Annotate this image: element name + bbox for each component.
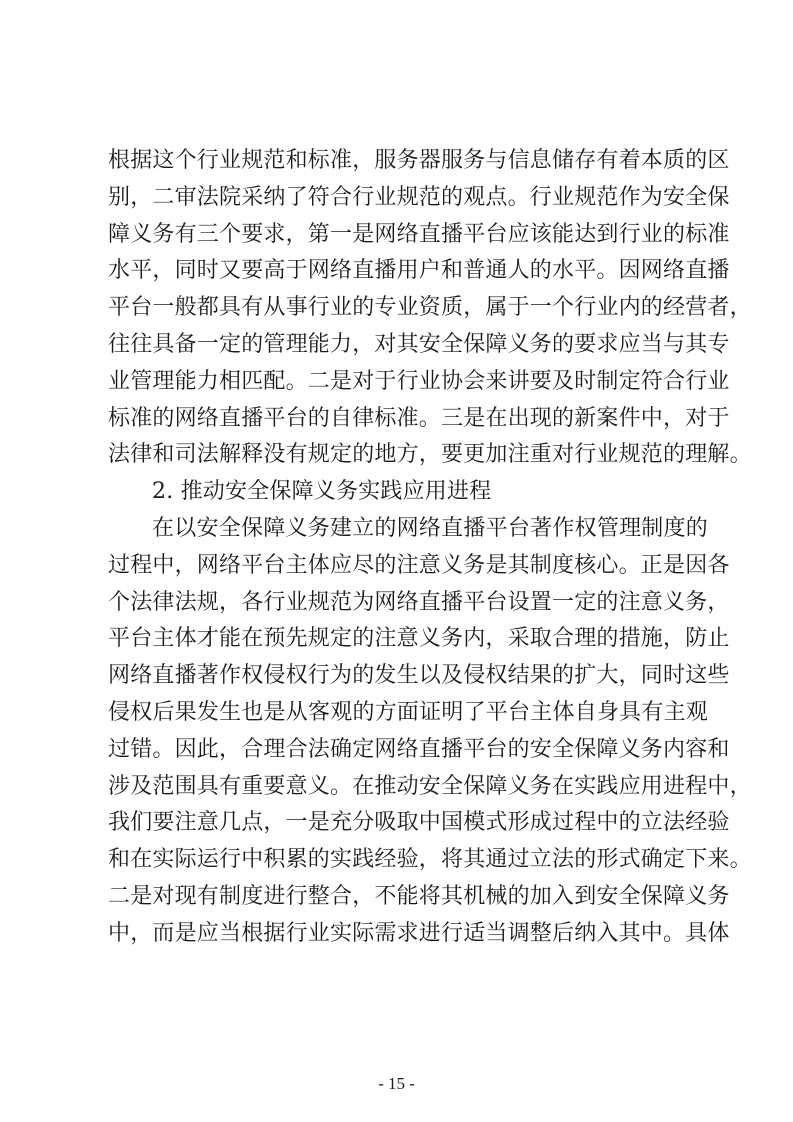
paragraph-line: 平台主体才能在预先规定的注意义务内，采取合理的措施，防止 xyxy=(108,626,730,652)
body-text xyxy=(108,143,752,953)
paragraph-line: 过错。因此，合理合法确定网络直播平台的安全保障义务内容和 xyxy=(108,736,730,762)
paragraph-line: 往往具备一定的管理能力，对其安全保障义务的要求应当与其专 xyxy=(108,331,730,357)
paragraph-line: 平台一般都具有从事行业的专业资质，属于一个行业内的经营者， xyxy=(108,295,752,321)
paragraph-1 xyxy=(108,143,752,474)
paragraph-line: 业管理能力相匹配。二是对于行业协会来讲要及时制定符合行业 xyxy=(108,368,730,394)
paragraph-line: 法律和司法解释没有规定的地方，要更加注重对行业规范的理解。 xyxy=(108,442,752,468)
paragraph-line: 过程中，网络平台主体应尽的注意义务是其制度核心。正是因各 xyxy=(108,552,730,578)
paragraph-line: 侵权后果发生也是从客观的方面证明了平台主体自身具有主观 xyxy=(108,699,708,725)
paragraph-line: 个法律法规，各行业规范为网络直播平台设置一定的注意义务， xyxy=(108,589,730,615)
paragraph-line: 二是对现有制度进行整合，不能将其机械的加入到安全保障义务 xyxy=(108,883,730,909)
paragraph-line: 标准的网络直播平台的自律标准。三是在出现的新案件中，对于 xyxy=(108,405,730,431)
paragraph-line: 障义务有三个要求，第一是网络直播平台应该能达到行业的标准 xyxy=(108,221,730,247)
paragraph-line: 水平，同时又要高于网络直播用户和普通人的水平。因网络直播 xyxy=(108,258,730,284)
paragraph-line: 涉及范围具有重要意义。在推动安全保障义务在实践应用进程中， xyxy=(108,773,752,799)
page-number: - 15 - xyxy=(378,1074,415,1093)
paragraph-line: 别，二审法院采纳了符合行业规范的观点。行业规范作为安全保 xyxy=(108,184,730,210)
paragraph-2 xyxy=(108,511,752,953)
paragraph-line: 中，而是应当根据行业实际需求进行适当调整后纳入其中。具体 xyxy=(108,920,730,946)
paragraph-line: 网络直播著作权侵权行为的发生以及侵权结果的扩大，同时这些 xyxy=(108,663,730,689)
paragraph-line: 根据这个行业规范和标准，服务器服务与信息储存有着本质的区 xyxy=(108,148,730,173)
paragraph-line: 在以安全保障义务建立的网络直播平台著作权管理制度的 xyxy=(152,515,708,541)
paragraph-line: 我们要注意几点，一是充分吸取中国模式形成过程中的立法经验 xyxy=(108,810,730,836)
section-heading: 2. 推动安全保障义务实践应用进程 xyxy=(152,479,492,505)
paragraph-line: 和在实际运行中积累的实践经验，将其通过立法的形式确定下来。 xyxy=(108,847,752,873)
